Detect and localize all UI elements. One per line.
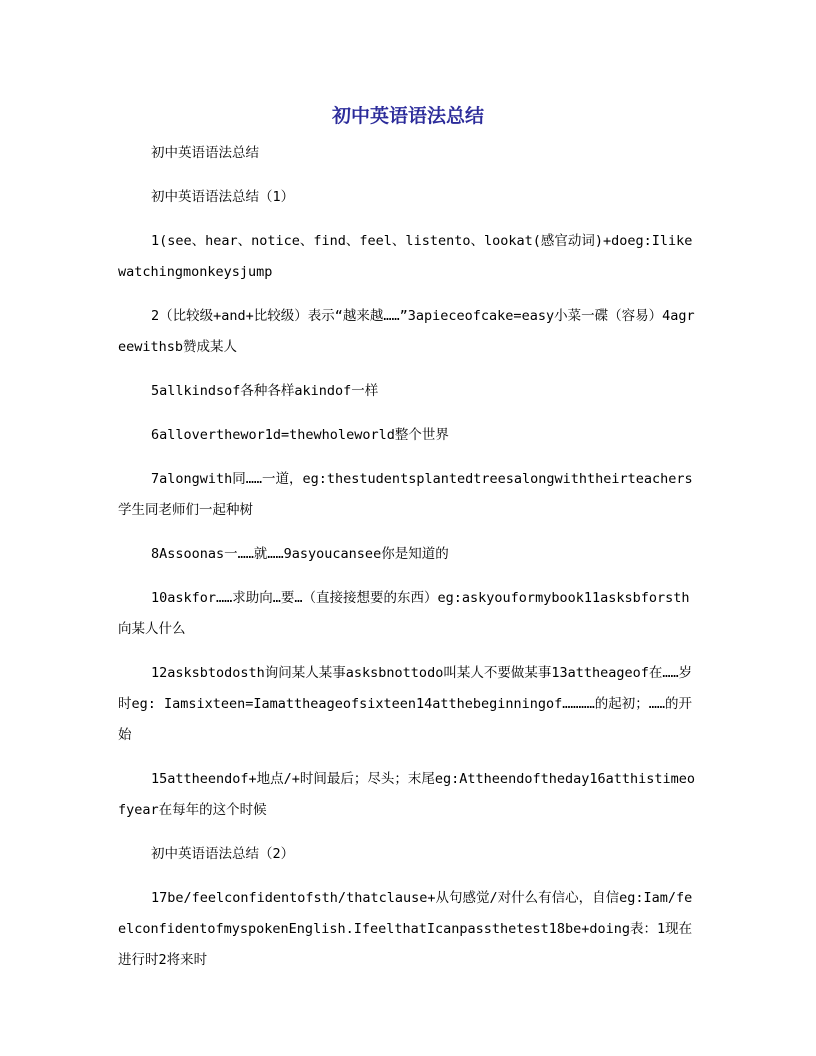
paragraph-section-1-heading: 初中英语语法总结（1） (151, 189, 295, 205)
paragraph-item-12-14: 12asksbtodosth询问某人某事asksbnottodo叫某人不要做某事13attheageof在……岁时eg: Iamsixteen=Iamattheageofsixteen14atthebeginningof…………的起初；……的开始 (118, 665, 693, 743)
paragraph-item-15-16: 15attheendof+地点/+时间最后；尽头；末尾eg:Attheendoftheday16atthistimeofyear在每年的这个时候 (118, 771, 696, 818)
paragraph-item-10-11: 10askfor……求助向…要…（直接接想要的东西）eg:askyouformybook11asksbforsth向某人什么 (118, 590, 690, 637)
document-body (118, 138, 698, 989)
paragraph-item-17-18: 17be/feelconfidentofsth/thatclause+从句感觉/对什么有信心，自信eg:Iam/feelconfidentofmyspokenEnglish.IfeelthatIcanpassthetest18be+doing表：1现在进行时2将来时 (118, 890, 693, 968)
paragraph-item-6: 6alloverthewor1d=thewholeworld整个世界 (151, 427, 449, 443)
paragraph-item-8-9: 8Assoonas一……就……9asyoucansee你是知道的 (151, 546, 449, 562)
paragraph-item-2-4: 2（比较级+and+比较级）表示“越来越……”3apieceofcake=easy小菜一碟（容易）4agreewithsb赞成某人 (118, 308, 695, 355)
paragraph-section-2-heading: 初中英语语法总结（2） (151, 846, 295, 862)
paragraph-heading: 初中英语语法总结 (151, 145, 259, 161)
document-title: 初中英语语法总结 (331, 105, 484, 127)
paragraph-item-7: 7alongwith同……一道，eg:thestudentsplantedtreesalongwiththeirteachers学生同老师们一起种树 (118, 471, 693, 518)
paragraph-item-5: 5allkindsof各种各样akindof一样 (151, 383, 379, 399)
paragraph-item-1: 1(see、hear、notice、find、feel、listento、lookat(感官动词)+doeg:Ilikewatchingmonkeysjump (118, 233, 693, 280)
